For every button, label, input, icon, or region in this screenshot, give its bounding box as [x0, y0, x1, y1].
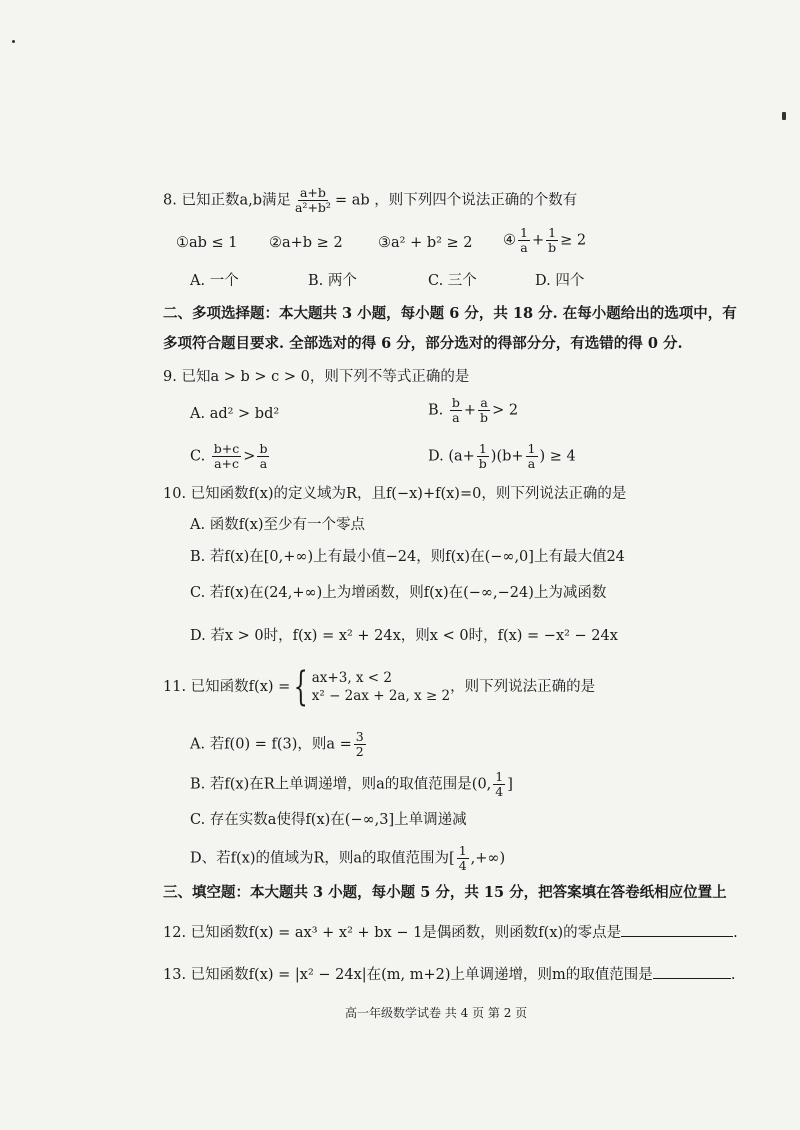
q8-statement-2: ②a+b ≥ 2: [269, 235, 343, 251]
q9-option-d: D. (a+ $\frac{1}{b}$ )(b+ $\frac{1}{a}$ ) ≥ 4: [428, 441, 576, 471]
scan-speck: [782, 112, 786, 120]
q11-option-c: C. 存在实数a使得f(x)在(−∞,3]上单调递减: [190, 812, 467, 828]
q11-option-b: B. 若f(x)在R上单调递增，则a的取值范围是(0, $\frac{1}{4}$ ]: [190, 769, 513, 799]
q11-option-a: A. 若f(0) = f(3)，则a = $\frac{3}{2}$: [190, 729, 364, 759]
q11-option-d: D、若f(x)的值域为R，则a的取值范围为[ $\frac{1}{4}$ ,+∞): [190, 843, 506, 873]
q8-option-d: D. 四个: [535, 273, 585, 289]
page-footer: 高一年级数学试卷 共 4 页 第 2 页: [345, 1006, 528, 1020]
q8-option-a: A. 一个: [190, 273, 239, 289]
q10-option-a: A. 函数f(x)至少有一个零点: [190, 517, 366, 533]
section2-heading-line2: 多项符合题目要求. 全部选对的得 6 分，部分选对的得部分分，有选错的得 0 分.: [163, 335, 683, 352]
q10-option-d: D. 若x > 0时，f(x) = x² + 24x，则x < 0时，f(x) = −x² − 24x: [190, 628, 618, 644]
q8-statement-1: ①ab ≤ 1: [176, 235, 238, 251]
q8-statement-3: ③a² + b² ≥ 2: [378, 235, 473, 251]
fraction: $\frac{a+b}{\text{a²+b²}}$: [294, 185, 331, 215]
q10-option-c: C. 若f(x)在(24,+∞)上为增函数，则f(x)在(−∞,−24)上为减函数: [190, 585, 607, 601]
answer-blank[interactable]: [653, 964, 731, 979]
section3-heading: 三、填空题：本大题共 3 小题，每小题 5 分，共 15 分，把答案填在答卷纸相应位置上: [163, 884, 727, 901]
q9-option-b: B. $\frac{b}{a}$ + $\frac{a}{b}$ > 2: [428, 395, 519, 425]
scan-speck: [12, 40, 15, 43]
piecewise-cases: ax+3, x < 2 x² − 2ax + 2a, x ≥ 2: [311, 670, 451, 704]
q8-stem: 8. 已知正数a,b满足 $\frac{a+b}{\text{a²+b²}}$ = ab ，则下列四个说法正确的个数有: [163, 185, 578, 215]
q10-option-b: B. 若f(x)在[0,+∞)上有最小值−24，则f(x)在(−∞,0]上有最大值24: [190, 549, 625, 565]
q9-option-c: C. $\frac{b+c}{a+c}$ > $\frac{b}{a}$: [190, 441, 268, 471]
answer-blank[interactable]: [621, 922, 733, 937]
section2-heading-line1: 二、多项选择题：本大题共 3 小题，每小题 6 分，共 18 分. 在每小题给出的选项中，有: [163, 305, 737, 322]
q8-option-c: C. 三个: [428, 273, 477, 289]
q12-stem: 12. 已知函数f(x) = ax³ + x² + bx − 1是偶函数，则函数f(x)的零点是 .: [163, 922, 738, 942]
q8-statement-4: ④ $\frac{1}{a}$ + $\frac{1}{b}$ ≥ 2: [503, 225, 587, 255]
q9-stem: 9. 已知a > b > c > 0，则下列不等式正确的是: [163, 369, 470, 385]
q13-stem: 13. 已知函数f(x) = |x² − 24x|在(m, m+2)上单调递增，则m的取值范围是 .: [163, 964, 735, 984]
q9-option-a: A. ad² > bd²: [190, 406, 280, 422]
q11-stem: 11. 已知函数f(x) = { ax+3, x < 2 x² − 2ax + 2a, x ≥ 2 ，则下列说法正确的是: [163, 664, 596, 710]
q8-option-b: B. 两个: [308, 273, 357, 289]
left-brace-icon: {: [294, 664, 309, 710]
q10-stem: 10. 已知函数f(x)的定义域为R，且f(−x)+f(x)=0，则下列说法正确的是: [163, 486, 627, 502]
